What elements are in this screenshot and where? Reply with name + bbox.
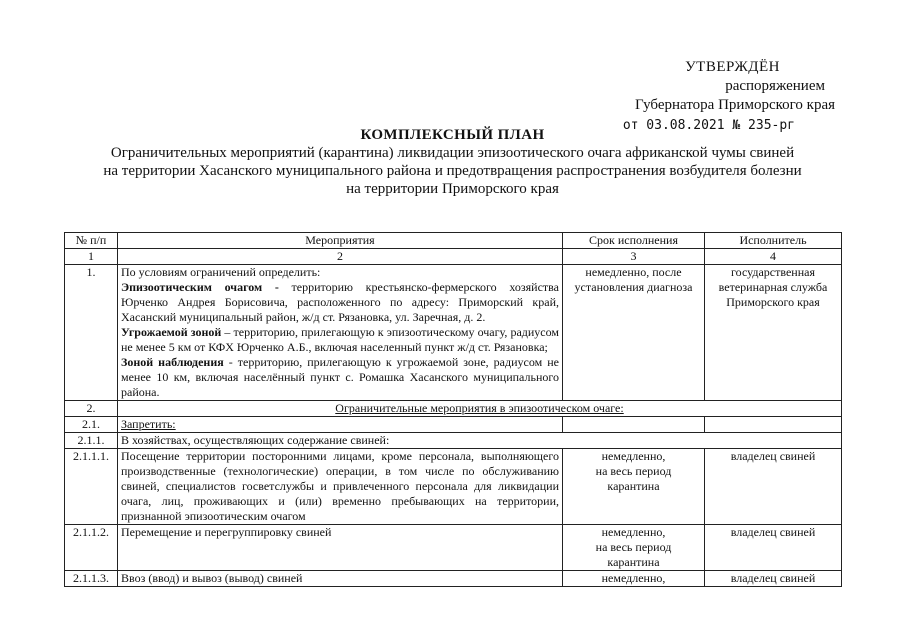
- row1-executor-line: ветеринарная служба: [718, 280, 828, 294]
- header-measures: Мероприятия: [118, 233, 563, 249]
- plan-subtitle-line-2: на территории Хасанского муниципального района и предотвращения распространения возбудителя болезни: [103, 163, 802, 179]
- plan-table: [64, 232, 842, 587]
- row2111-deadline-line: на весь период: [595, 464, 672, 478]
- row-executor: [705, 417, 842, 433]
- table-section-row: [65, 401, 842, 417]
- row-number: 2.1.1.2.: [65, 525, 118, 571]
- row-executor: владелец свиней: [705, 571, 842, 587]
- row1-intro: По условиям ограничений определить:: [121, 265, 321, 279]
- row-number: 1.: [65, 265, 118, 401]
- row2111-deadline-line: немедленно,: [601, 449, 666, 463]
- row1-deadline-line: установления диагноза: [574, 280, 693, 294]
- row2111-deadline-line: карантина: [607, 479, 660, 493]
- section-title: Ограничительные мероприятия в эпизоотическом очаге:: [118, 401, 842, 417]
- row-deadline: [563, 449, 705, 525]
- column-number-4: 4: [705, 249, 842, 265]
- plan-title: КОМПЛЕКСНЫЙ ПЛАН: [360, 127, 545, 143]
- column-number-2: 2: [118, 249, 563, 265]
- row-number: 2.1.1.3.: [65, 571, 118, 587]
- row1-threat-text: – территорию, прилегающую к эпизоотическому очагу, радиусом не менее 5 км от КФХ Юрченко А.Б., включая населенный пункт ж/д ст. Рязановка;: [121, 325, 559, 354]
- row1-executor-line: Приморского края: [726, 295, 820, 309]
- table-row: [65, 571, 842, 587]
- row-deadline: немедленно,: [563, 571, 705, 587]
- table-header-row: [65, 233, 842, 249]
- row2112-deadline-line: немедленно,: [601, 525, 666, 539]
- table-row: [65, 525, 842, 571]
- approval-line-governor: Губернатора Приморского края: [635, 97, 835, 113]
- row2112-deadline-line: на весь период: [595, 540, 672, 554]
- approval-stamp: [623, 58, 835, 135]
- row-deadline: [563, 417, 705, 433]
- row-number: 2.: [65, 401, 118, 417]
- table-row: [65, 265, 842, 401]
- header-number: № п/п: [65, 233, 118, 249]
- row1-focus-text: территорию крестьянско-фермерского хозяйства Юрченко Андрея Борисовича, расположенного по адресу: Приморский край, Хасанский муниципальный район, ж/д ст. Рязановка, ул. Заречная, д. 2.: [121, 280, 559, 324]
- row-number: 2.1.: [65, 417, 118, 433]
- column-number-1: 1: [65, 249, 118, 265]
- approval-date: от 03.08.2021 № 235-рг: [622, 118, 795, 133]
- table-column-numbers-row: [65, 249, 842, 265]
- header-executor: Исполнитель: [705, 233, 842, 249]
- row-measure: В хозяйствах, осуществляющих содержание свиней:: [118, 433, 842, 449]
- row-number: 2.1.1.1.: [65, 449, 118, 525]
- table-row: [65, 433, 842, 449]
- row-number: 2.1.1.: [65, 433, 118, 449]
- row1-watch-term: Зоной наблюдения: [121, 355, 224, 369]
- header-deadline: Срок исполнения: [563, 233, 705, 249]
- row-executor: владелец свиней: [705, 449, 842, 525]
- row-executor: [705, 265, 842, 401]
- table-row: [65, 449, 842, 525]
- approval-line-order: распоряжением: [725, 78, 825, 94]
- row-deadline: [563, 525, 705, 571]
- row-measure: Запретить:: [118, 417, 563, 433]
- row1-executor-line: государственная: [731, 265, 815, 279]
- table-row: [65, 417, 842, 433]
- row2112-deadline-line: карантина: [607, 555, 660, 569]
- column-number-3: 3: [563, 249, 705, 265]
- row-measure: Посещение территории посторонними лицами, кроме персонала, выполняющего производственные (технологические) операции, в том числе по обслуживанию свиней, специалистов госветслужбы и привлеченного персонала для ликвидации очага, лиц, проживающих и (или) временно пребывающих на территории, признанной эпизоотическим очагом: [118, 449, 563, 525]
- row1-watch-text: - территорию, прилегающую к угрожаемой зоне, радиусом не менее 10 км, включая населённый пункт с. Ромашка Хасанского муниципального района.: [121, 355, 559, 399]
- approval-title: УТВЕРЖДЁН: [685, 59, 780, 75]
- row1-deadline-line: немедленно, после: [585, 265, 682, 279]
- row1-focus-term: Эпизоотическим очагом -: [121, 280, 279, 294]
- row-measure: [118, 265, 563, 401]
- row-measure: Ввоз (ввод) и вывоз (вывод) свиней: [118, 571, 563, 587]
- plan-subtitle-line-3: на территории Приморского края: [346, 181, 559, 197]
- row1-threat-term: Угрожаемой зоной: [121, 325, 222, 339]
- row-executor: владелец свиней: [705, 525, 842, 571]
- row-deadline: [563, 265, 705, 401]
- plan-heading: [0, 126, 905, 198]
- plan-subtitle-line-1: Ограничительных мероприятий (карантина) ликвидации эпизоотического очага африканской чумы свиней: [110, 145, 795, 161]
- row-measure: Перемещение и перегруппировку свиней: [118, 525, 563, 571]
